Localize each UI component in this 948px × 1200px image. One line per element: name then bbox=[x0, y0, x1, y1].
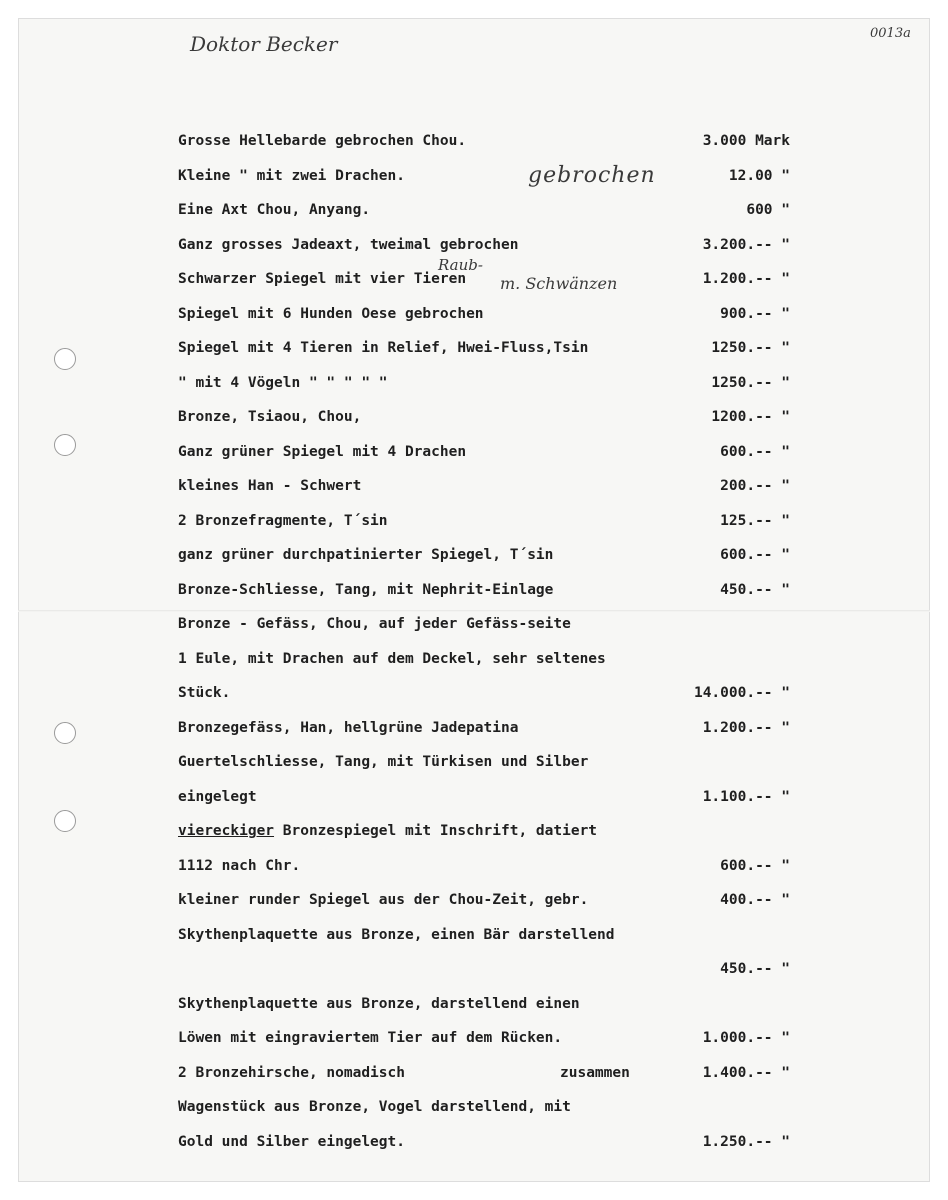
item-description: Ganz grüner Spiegel mit 4 Drachen bbox=[178, 443, 467, 460]
list-item bbox=[178, 163, 790, 189]
list-item bbox=[178, 611, 790, 637]
item-price: 1250.-- " bbox=[711, 340, 790, 356]
list-item bbox=[178, 335, 790, 361]
item-description: Guertelschliesse, Tang, mit Türkisen und Silber bbox=[178, 754, 589, 770]
list-item bbox=[178, 1025, 790, 1051]
item-price: 14.000.-- " bbox=[693, 685, 790, 701]
item-description: Bronze - Gefäss, Chou, auf jeder Gefäss-seite bbox=[178, 616, 571, 632]
list-item bbox=[178, 646, 790, 672]
handwritten-name: Doktor Becker bbox=[190, 32, 338, 56]
item-description: Bronze, Tsiaou, Chou, bbox=[178, 409, 362, 425]
punch-hole-icon bbox=[54, 810, 76, 832]
list-item bbox=[178, 1129, 790, 1155]
list-item bbox=[178, 128, 790, 154]
handwritten-gebrochen: gebrochen bbox=[528, 163, 656, 188]
item-price: 3.200.-- " bbox=[702, 236, 790, 253]
item-price: 200.-- " bbox=[720, 478, 790, 494]
item-description: 1 Eule, mit Drachen auf dem Deckel, sehr seltenes bbox=[178, 650, 606, 667]
item-price: 600 " bbox=[746, 202, 790, 218]
list-item bbox=[178, 232, 790, 258]
handwritten-raub: Raub- bbox=[438, 256, 483, 274]
item-description: 2 Bronzehirsche, nomadisch bbox=[178, 1064, 405, 1081]
item-price: 600.-- " bbox=[720, 547, 790, 563]
item-description: " mit 4 Vögeln " " " " " bbox=[178, 374, 388, 391]
list-item bbox=[178, 991, 790, 1017]
item-price: 400.-- " bbox=[720, 892, 790, 908]
item-price: 600.-- " bbox=[720, 443, 790, 460]
item-price: 1.400.-- " bbox=[702, 1064, 790, 1081]
list-item bbox=[178, 370, 790, 396]
item-price: 900.-- " bbox=[720, 305, 790, 322]
item-price: 3.000 Mark bbox=[702, 133, 790, 149]
item-description: Kleine " mit zwei Drachen. bbox=[178, 167, 405, 184]
item-price: 1200.-- " bbox=[711, 409, 790, 425]
list-item bbox=[178, 922, 790, 948]
item-description: eingelegt bbox=[178, 788, 257, 805]
item-description: Skythenplaquette aus Bronze, darstellend einen bbox=[178, 995, 580, 1012]
list-item bbox=[178, 301, 790, 327]
list-item bbox=[178, 473, 790, 499]
item-description: Löwen mit eingraviertem Tier auf dem Rücken. bbox=[178, 1030, 563, 1046]
item-description: 1112 nach Chr. bbox=[178, 857, 301, 874]
list-item bbox=[178, 508, 790, 534]
punch-hole-icon bbox=[54, 722, 76, 744]
list-item bbox=[178, 887, 790, 913]
list-item bbox=[178, 853, 790, 879]
item-description: Bronzegefäss, Han, hellgrüne Jadepatina bbox=[178, 719, 519, 736]
list-item bbox=[178, 404, 790, 430]
item-description: ganz grüner durchpatinierter Spiegel, T´sin bbox=[178, 547, 554, 563]
list-item bbox=[178, 1060, 790, 1086]
item-price: 450.-- " bbox=[720, 581, 790, 598]
item-price: 12.00 " bbox=[728, 167, 790, 184]
item-price: 1.200.-- " bbox=[702, 719, 790, 736]
list-item bbox=[178, 439, 790, 465]
handwritten-schwaenzen: m. Schwänzen bbox=[500, 274, 618, 293]
item-description: Eine Axt Chou, Anyang. bbox=[178, 202, 371, 218]
item-description-rest: Bronzespiegel mit Inschrift, datiert bbox=[274, 823, 598, 839]
item-description: kleiner runder Spiegel aus der Chou-Zeit, gebr. bbox=[178, 892, 589, 908]
handwritten-page-number: 0013a bbox=[870, 26, 911, 41]
list-item bbox=[178, 749, 790, 775]
item-price: 1.250.-- " bbox=[702, 1133, 790, 1150]
list-item bbox=[178, 956, 790, 982]
list-item bbox=[178, 266, 790, 292]
list-item bbox=[178, 1094, 790, 1120]
item-price: 1250.-- " bbox=[711, 374, 790, 391]
item-price: 600.-- " bbox=[720, 857, 790, 874]
item-description: Schwarzer Spiegel mit vier Tieren bbox=[178, 271, 467, 287]
list-item bbox=[178, 680, 790, 706]
list-item bbox=[178, 542, 790, 568]
list-item bbox=[178, 577, 790, 603]
list-item bbox=[178, 784, 790, 810]
item-description: 2 Bronzefragmente, T´sin bbox=[178, 512, 388, 529]
item-description: Spiegel mit 4 Tieren in Relief, Hwei-Fluss,Tsin bbox=[178, 340, 589, 356]
item-description: Ganz grosses Jadeaxt, tweimal gebrochen bbox=[178, 236, 519, 253]
item-description: Skythenplaquette aus Bronze, einen Bär darstellend bbox=[178, 926, 615, 943]
item-description: Grosse Hellebarde gebrochen Chou. bbox=[178, 133, 467, 149]
item-description: Wagenstück aus Bronze, Vogel darstellend, mit bbox=[178, 1099, 571, 1115]
list-item bbox=[178, 715, 790, 741]
punch-hole-icon bbox=[54, 348, 76, 370]
item-description bbox=[178, 818, 597, 844]
item-price: 450.-- " bbox=[720, 961, 790, 977]
item-extra-note: zusammen bbox=[560, 1064, 630, 1081]
item-price: 125.-- " bbox=[720, 512, 790, 529]
document-page bbox=[18, 18, 930, 1182]
item-description: Bronze-Schliesse, Tang, mit Nephrit-Einlage bbox=[178, 581, 554, 598]
item-price: 1.100.-- " bbox=[702, 788, 790, 805]
item-description: Gold und Silber eingelegt. bbox=[178, 1133, 405, 1150]
item-description: kleines Han - Schwert bbox=[178, 478, 362, 494]
list-item bbox=[178, 818, 790, 844]
punch-hole-icon bbox=[54, 434, 76, 456]
item-description: Stück. bbox=[178, 685, 231, 701]
item-price: 1.200.-- " bbox=[702, 271, 790, 287]
item-price: 1.000.-- " bbox=[702, 1030, 790, 1046]
list-item bbox=[178, 197, 790, 223]
item-description-underlined: viereckiger bbox=[178, 823, 275, 839]
item-description: Spiegel mit 6 Hunden Oese gebrochen bbox=[178, 305, 484, 322]
